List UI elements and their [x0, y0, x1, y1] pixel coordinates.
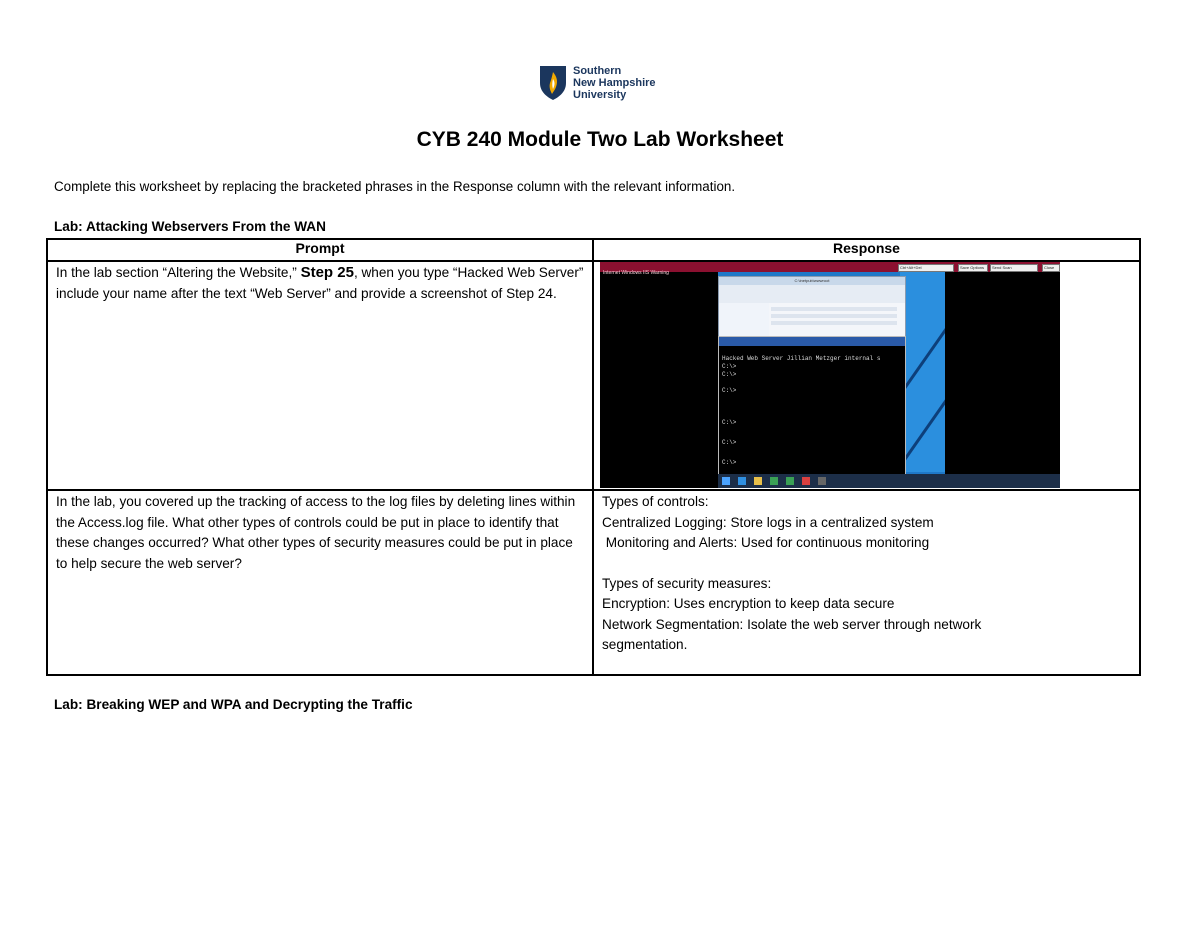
start-icon [722, 477, 730, 485]
vm-button-2: Save Options [958, 264, 988, 272]
logo-wordmark [573, 65, 656, 101]
cmd-line: C:\> [722, 371, 737, 378]
measures-heading: Types of security measures: [602, 575, 772, 591]
folder-icon [754, 477, 762, 485]
snhu-logo [539, 65, 656, 101]
row1-prompt-step: Step 25 [300, 264, 354, 281]
cmd-line: C:\> [722, 439, 737, 446]
shield-flame-icon [539, 65, 567, 101]
browser-icon [738, 477, 746, 485]
page-title: CYB 240 Module Two Lab Worksheet [416, 128, 784, 151]
explorer-row [771, 314, 897, 318]
worksheet-table [46, 238, 1141, 676]
intro-text: Complete this worksheet by replacing the bracketed phrases in the Response column with the relevant information. [54, 179, 736, 194]
cmd-line: C:\> [722, 419, 737, 426]
cmd-line: C:\> [722, 387, 737, 394]
explorer-title: C:\inetpub\wwwroot [719, 277, 905, 285]
row1-response-cell [593, 261, 1140, 490]
lab-screenshot [600, 262, 1060, 488]
controls-heading: Types of controls: [602, 494, 709, 509]
cmd-line: C:\> [722, 363, 737, 370]
logo-line-3: University [573, 89, 627, 101]
vm-title-text: Internet Windows IIS Warning [603, 270, 669, 276]
lab2-heading: Lab: Breaking WEP and WPA and Decrypting the Traffic [54, 697, 413, 712]
spacer [602, 554, 1132, 574]
screenshot-letterbox [945, 272, 1060, 488]
vm-title-bar [600, 262, 1060, 276]
logo-line-1: Southern [573, 65, 622, 77]
app-icon [786, 477, 794, 485]
cmd-line: Hacked Web Server Jillian Metzger internal s [722, 355, 881, 362]
explorer-toolbar [719, 285, 905, 303]
control-item: Centralized Logging: Store logs in a centralized system [602, 514, 934, 530]
row1-prompt-part-b: , when you type “Hacked Web Server” include your name after the text “Web Server” and provide a screenshot of Step 24. [56, 265, 584, 301]
taskbar [718, 474, 1060, 488]
control-item: Monitoring and Alerts: Used for continuous monitoring [602, 535, 930, 550]
prompt-column-header: Prompt [47, 239, 593, 261]
explorer-row [771, 307, 897, 311]
vm-button-4: Close [1042, 264, 1060, 272]
app-icon [802, 477, 810, 485]
command-prompt-window [718, 336, 906, 476]
measure-item: Encryption: Uses encryption to keep data secure [602, 596, 895, 611]
table-row [47, 261, 1140, 490]
row1-prompt-cell [47, 261, 593, 490]
app-icon [770, 477, 778, 485]
logo-line-2: New Hampshire [573, 77, 656, 89]
row2-response-cell [593, 490, 1140, 675]
cmd-line: C:\> [722, 459, 737, 466]
row2-prompt-cell: In the lab, you covered up the tracking of access to the log files by deleting lines within the Access.log file. What other types of controls could be put in place to identify that these changes occurred? What other types of security measures could be put in place to help secure the web server? [47, 490, 593, 675]
measure-item: Network Segmentation: Isolate the web server through network segmentation. [602, 616, 982, 652]
table-row [47, 490, 1140, 675]
lab1-heading: Lab: Attacking Webservers From the WAN [54, 219, 326, 234]
vm-button-1: Ctrl+Alt+Del [898, 264, 954, 272]
terminal-icon [818, 477, 826, 485]
vm-button-3: Send Scan [990, 264, 1038, 272]
explorer-row [771, 321, 897, 325]
cmd-title-bar [719, 337, 905, 346]
response-column-header: Response [593, 239, 1140, 261]
row1-prompt-part-a: In the lab section “Altering the Website,” [56, 265, 297, 280]
desktop-wallpaper-panel [900, 272, 945, 472]
